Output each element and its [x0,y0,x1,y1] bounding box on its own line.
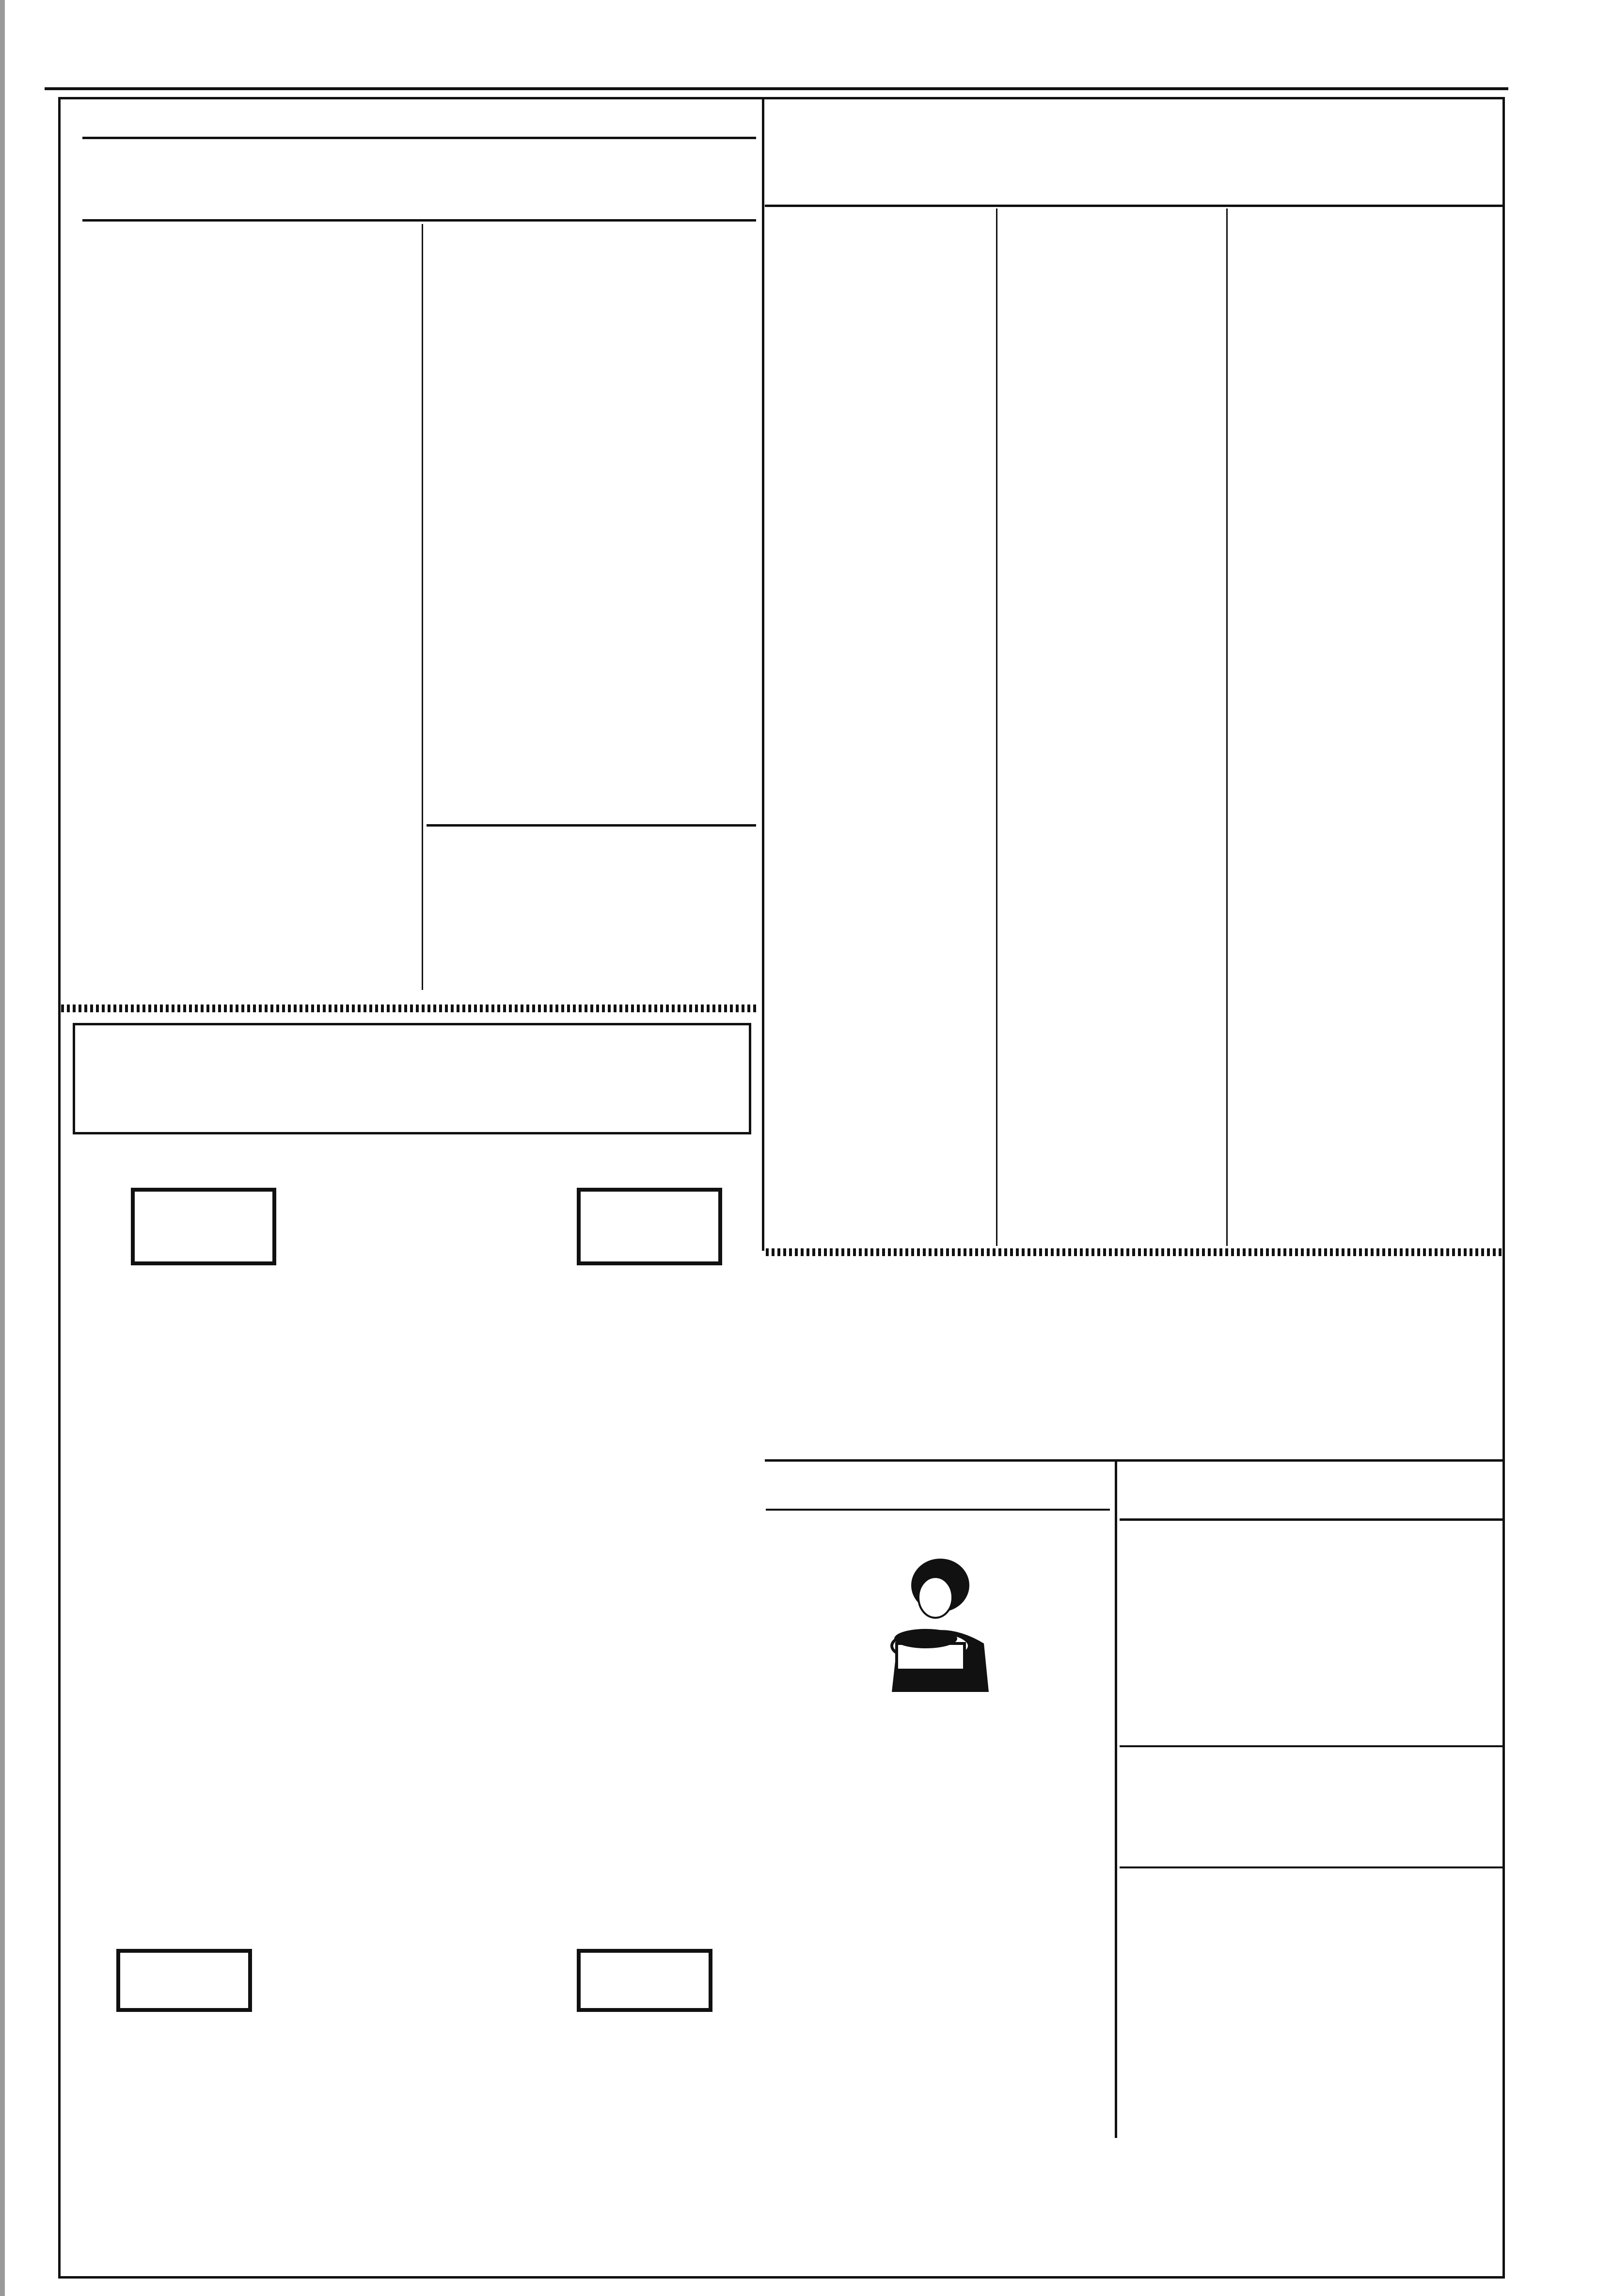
telefones-38-bottom-right [577,1949,712,2012]
programas-rule-2 [1120,1866,1502,1868]
lotaria-divider-1 [996,208,997,1246]
lotaria-column-c [1230,209,1502,1242]
tamariz-bottom-rule [765,1459,1504,1462]
teatros-bottom-rule [82,219,756,222]
lotaria-left-divider [762,97,764,1251]
page-edge [0,0,5,2296]
programas-left-divider [1115,1462,1117,2138]
dotted-rule-left [61,1004,759,1012]
header-rule [45,87,1508,90]
lotaria-column-a [770,209,995,1242]
moreninha-ad [766,1464,1115,2133]
telefones-38-left [131,1188,276,1265]
lotaria-heading-rule [765,205,1504,207]
programas-section [1120,1464,1502,2133]
coffee-lady-icon [868,1551,1003,1697]
lotaria-heading [778,128,1160,211]
dotted-rule-right [766,1248,1502,1256]
programas-rule-1 [1120,1745,1502,1747]
telefones-ad [73,1164,751,2133]
programas-title-rule [1120,1518,1502,1521]
variedades-ad [73,1023,751,1134]
moreninha-illustration [868,1551,1003,1697]
teatros-top-rule [82,137,756,139]
teatros-column-1 [82,224,422,1019]
automoveis-rule [766,1509,1110,1511]
tamariz-ad [766,1260,1502,1459]
teatros-col-divider [422,224,423,990]
lotaria-divider-2 [1226,208,1228,1246]
cafe-luso-box [427,824,756,999]
telefones-38-right [577,1188,722,1265]
telefones-38-bottom-left [116,1949,252,2012]
lotaria-column-b [999,209,1225,1242]
